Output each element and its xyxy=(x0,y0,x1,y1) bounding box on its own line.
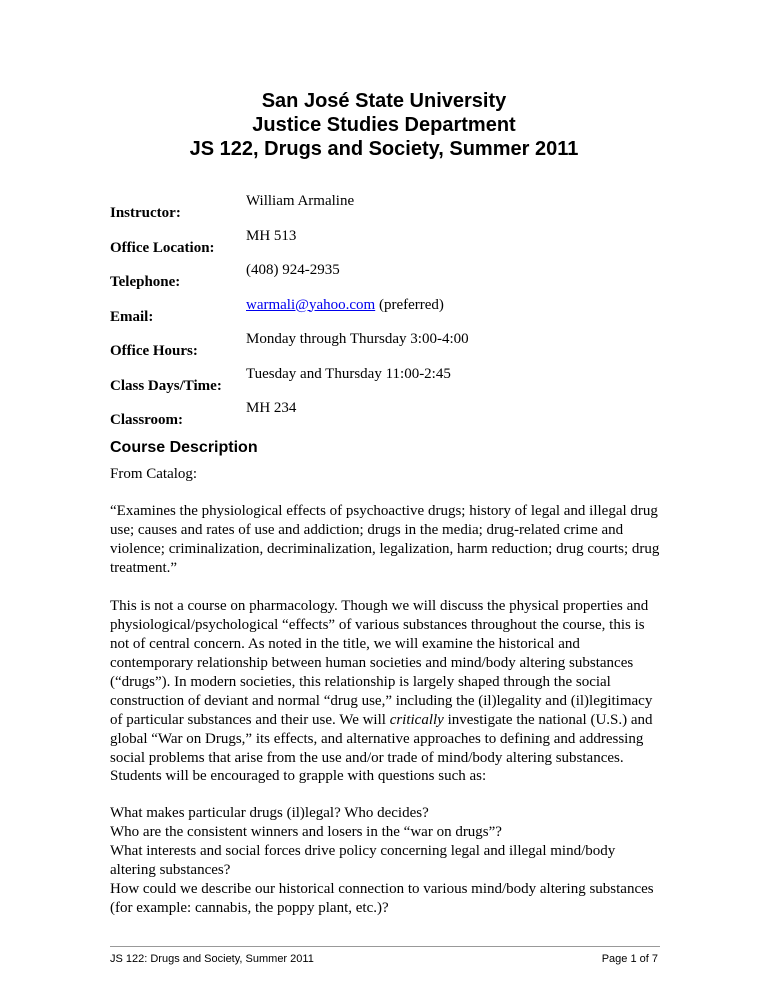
question-item: What interests and social forces drive policy concerning legal and illegal mind/body altering substances? xyxy=(110,843,616,878)
section-heading-course-description: Course Description xyxy=(110,439,258,456)
overview-emphasis: critically xyxy=(389,712,444,728)
info-value: Tuesday and Thursday 11:00-2:45 xyxy=(246,365,451,382)
info-row-telephone xyxy=(110,262,670,297)
course-overview-paragraph xyxy=(110,597,662,768)
question-item: Who are the consistent winners and losers in the “war on drugs”? xyxy=(110,824,502,840)
footer-course-label: JS 122: Drugs and Society, Summer 2011 xyxy=(110,953,314,965)
info-row-email xyxy=(110,297,670,332)
info-value: Monday through Thursday 3:00-4:00 xyxy=(246,331,469,347)
info-label: Instructor: xyxy=(110,205,181,221)
course-title: JS 122, Drugs and Society, Summer 2011 xyxy=(189,138,579,160)
document-title-block xyxy=(0,89,768,161)
questions-intro: Students will be encouraged to grapple with questions such as: xyxy=(110,768,487,784)
info-row-office-location xyxy=(110,228,670,263)
info-value: MH 513 xyxy=(246,227,297,244)
email-note: (preferred) xyxy=(375,296,444,313)
info-label: Classroom: xyxy=(110,412,184,428)
from-catalog-label: From Catalog: xyxy=(110,466,198,482)
info-row-class-days xyxy=(110,366,670,401)
course-info-table xyxy=(110,193,670,435)
info-label: Office Location: xyxy=(110,239,215,256)
info-row-instructor xyxy=(110,193,670,228)
footer-page-number: Page 1 of 7 xyxy=(601,953,658,965)
question-item: What makes particular drugs (il)legal? Who decides? xyxy=(110,805,429,821)
info-label: Email: xyxy=(110,308,154,325)
info-value: William Armaline xyxy=(246,193,355,209)
info-row-classroom xyxy=(110,400,670,435)
overview-text-start: This is not a course on pharmacology. Though we will discuss the physical properties and physiological/psychological “effects” of various substances throughout the course, this is not of central concern. As noted in the title, we will examine the historical and contemporary relationship between human societies and mind/body altering substances (“drugs”). In modern societies, this relationship is largely shaped through the social construction of deviant and normal “drug use,” including the (il)legality and (il)legitimacy of particular substances and their use. We will xyxy=(110,598,653,728)
info-label: Office Hours: xyxy=(110,343,198,359)
catalog-quote: “Examines the physiological effects of psychoactive drugs; history of legal and illegal drug use; causes and rates of use and addiction; drugs in the media; drug-related crime and violence; criminalization, decriminalization, legalization, harm reduction; drug courts; drug treatment.” xyxy=(110,503,660,576)
info-value: MH 234 xyxy=(246,400,297,416)
info-label: Class Days/Time: xyxy=(110,377,222,394)
department-name: Justice Studies Department xyxy=(252,114,516,136)
footer-divider xyxy=(110,946,660,947)
info-value: (408) 924-2935 xyxy=(246,262,340,278)
email-link[interactable]: warmali@yahoo.com xyxy=(246,296,376,313)
info-label: Telephone: xyxy=(110,274,181,290)
overview-text-end: investigate the national (U.S.) and global “War on Drugs,” its effects, and alternative approaches to defining and addressing social problems that arise from the use and/or trade of mind/body altering substances. xyxy=(110,712,653,766)
info-value-email xyxy=(246,297,444,332)
university-name: San José State University xyxy=(261,90,507,112)
question-list xyxy=(110,804,662,918)
info-row-office-hours xyxy=(110,331,670,366)
question-item: How could we describe our historical connection to various mind/body altering substances (for example: cannabis, the poppy plant, etc.)? xyxy=(110,881,654,916)
